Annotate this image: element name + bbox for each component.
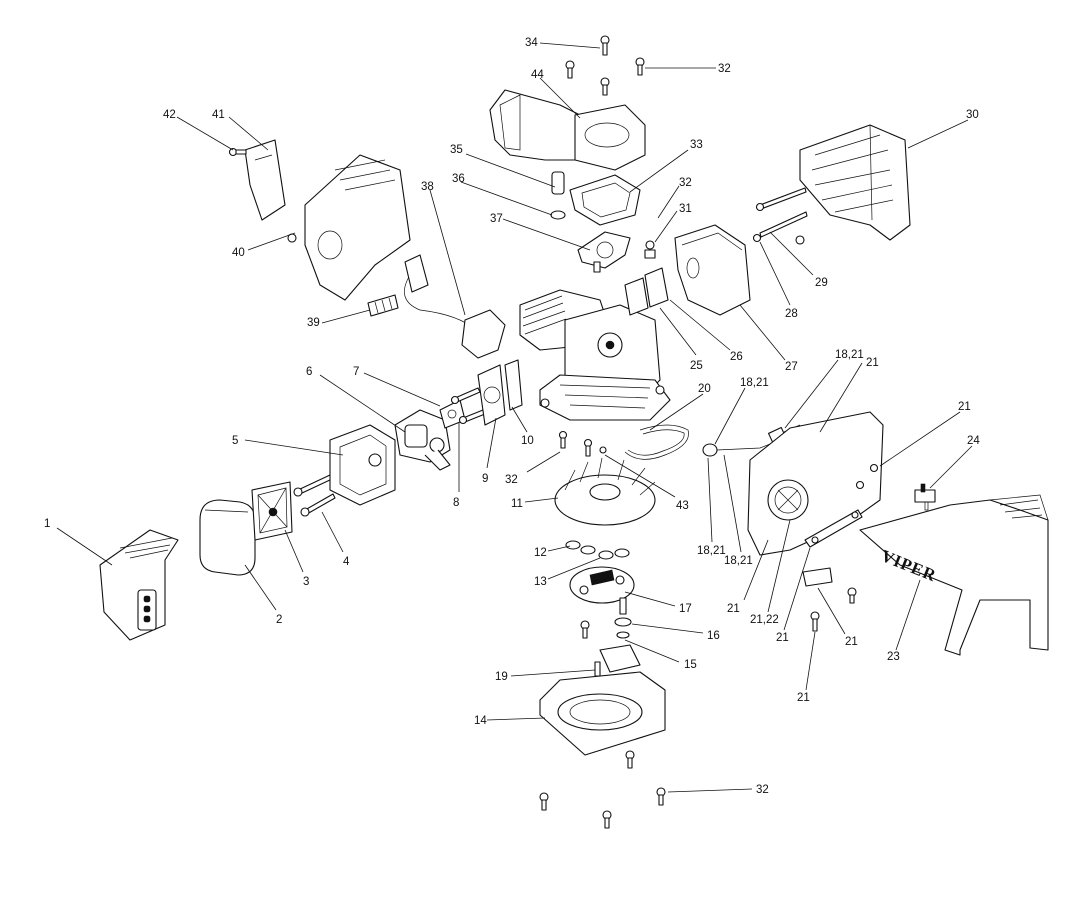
callout-10: 10 (521, 435, 534, 447)
part-muffler-bolts (754, 188, 808, 244)
brand-text: VIPER (878, 546, 940, 586)
callout-23: 23 (887, 651, 900, 663)
callout-21-tank-top: 21 (958, 401, 971, 413)
callout-15: 15 (684, 659, 697, 671)
callout-21-top: 21 (866, 357, 879, 369)
part-engine-block (520, 290, 670, 420)
part-spark-plug (368, 295, 398, 316)
part-cylinder-gasket (570, 175, 640, 225)
part-engine-screws (560, 432, 607, 457)
part-deflector (578, 232, 630, 272)
part-clutch-housing (540, 645, 665, 755)
part-insulator (478, 365, 505, 425)
part-insulator-gasket (505, 360, 522, 410)
callout-40: 40 (232, 247, 245, 259)
callout-43: 43 (676, 500, 689, 512)
part-handle-cover (860, 495, 1048, 655)
callout-16: 16 (707, 630, 720, 642)
callout-2: 2 (276, 614, 283, 626)
callout-36: 36 (452, 173, 465, 185)
callout-37: 37 (490, 213, 503, 225)
callout-17: 17 (679, 603, 692, 615)
callout-26: 26 (730, 351, 743, 363)
part-filter-screen (252, 482, 292, 540)
callout-30: 30 (966, 109, 979, 121)
callout-14: 14 (474, 715, 487, 727)
callout-21-22: 21,22 (750, 614, 779, 626)
callout-12: 12 (534, 547, 547, 559)
callout-32-bottom: 32 (756, 784, 769, 796)
part-air-filter-base (330, 425, 395, 505)
callout-8: 8 (453, 497, 460, 509)
callout-4: 4 (343, 556, 350, 568)
callout-28: 28 (785, 308, 798, 320)
callout-42: 42 (163, 109, 176, 121)
callout-34: 34 (525, 37, 538, 49)
callout-11: 11 (511, 498, 523, 510)
callout-38: 38 (421, 181, 434, 193)
part-muffler-cover (800, 125, 910, 240)
part-carburetor (395, 410, 450, 470)
callout-24: 24 (967, 435, 980, 447)
callout-5: 5 (232, 435, 239, 447)
part-engine-shroud (305, 155, 410, 300)
callout-21-bottom: 21 (797, 692, 810, 704)
callout-35: 35 (450, 144, 463, 156)
callout-18-21-c: 18,21 (697, 545, 726, 557)
part-shroud-bracket (245, 140, 285, 220)
callout-25: 25 (690, 360, 703, 372)
part-clutch-pin (615, 598, 631, 638)
part-cylinder-cover (490, 90, 645, 170)
callout-44: 44 (531, 69, 544, 81)
callout-39: 39 (307, 317, 320, 329)
part-foam-filter (200, 500, 255, 575)
callout-20: 20 (698, 383, 711, 395)
callout-13: 13 (534, 576, 547, 588)
callout-33: 33 (690, 139, 703, 151)
callout-21-tank-left: 21 (727, 603, 740, 615)
callout-41: 41 (212, 109, 225, 121)
callout-19: 19 (495, 671, 508, 683)
callout-1: 1 (44, 518, 51, 530)
part-muffler-gaskets (625, 241, 668, 315)
callout-32-top: 32 (718, 63, 731, 75)
part-ignition-coil (404, 255, 505, 358)
callout-6: 6 (306, 366, 313, 378)
part-switch (915, 484, 935, 510)
callout-29: 29 (815, 277, 828, 289)
callout-21-tank-bottom: 21 (776, 632, 789, 644)
part-spark-plug-boot (551, 172, 565, 219)
callout-31: 31 (679, 203, 692, 215)
callout-32-engine: 32 (505, 474, 518, 486)
part-muffler (675, 225, 750, 315)
part-air-filter-cover (100, 530, 178, 640)
callout-18-21-b: 18,21 (835, 349, 864, 361)
callout-27: 27 (785, 361, 798, 373)
callout-9: 9 (482, 473, 489, 485)
part-flywheel (555, 458, 655, 525)
callout-7: 7 (353, 366, 360, 378)
part-filter-screws (294, 475, 335, 516)
callout-32-muffler: 32 (679, 177, 692, 189)
callout-3: 3 (303, 576, 310, 588)
part-fuel-line (625, 425, 689, 459)
part-top-screws (566, 36, 644, 95)
part-washers (566, 541, 629, 559)
part-carb-gasket (440, 400, 465, 428)
callout-21-fitting: 21 (845, 636, 858, 648)
callout-18-21-a: 18,21 (740, 377, 769, 389)
callout-18-21-d: 18,21 (724, 555, 753, 567)
